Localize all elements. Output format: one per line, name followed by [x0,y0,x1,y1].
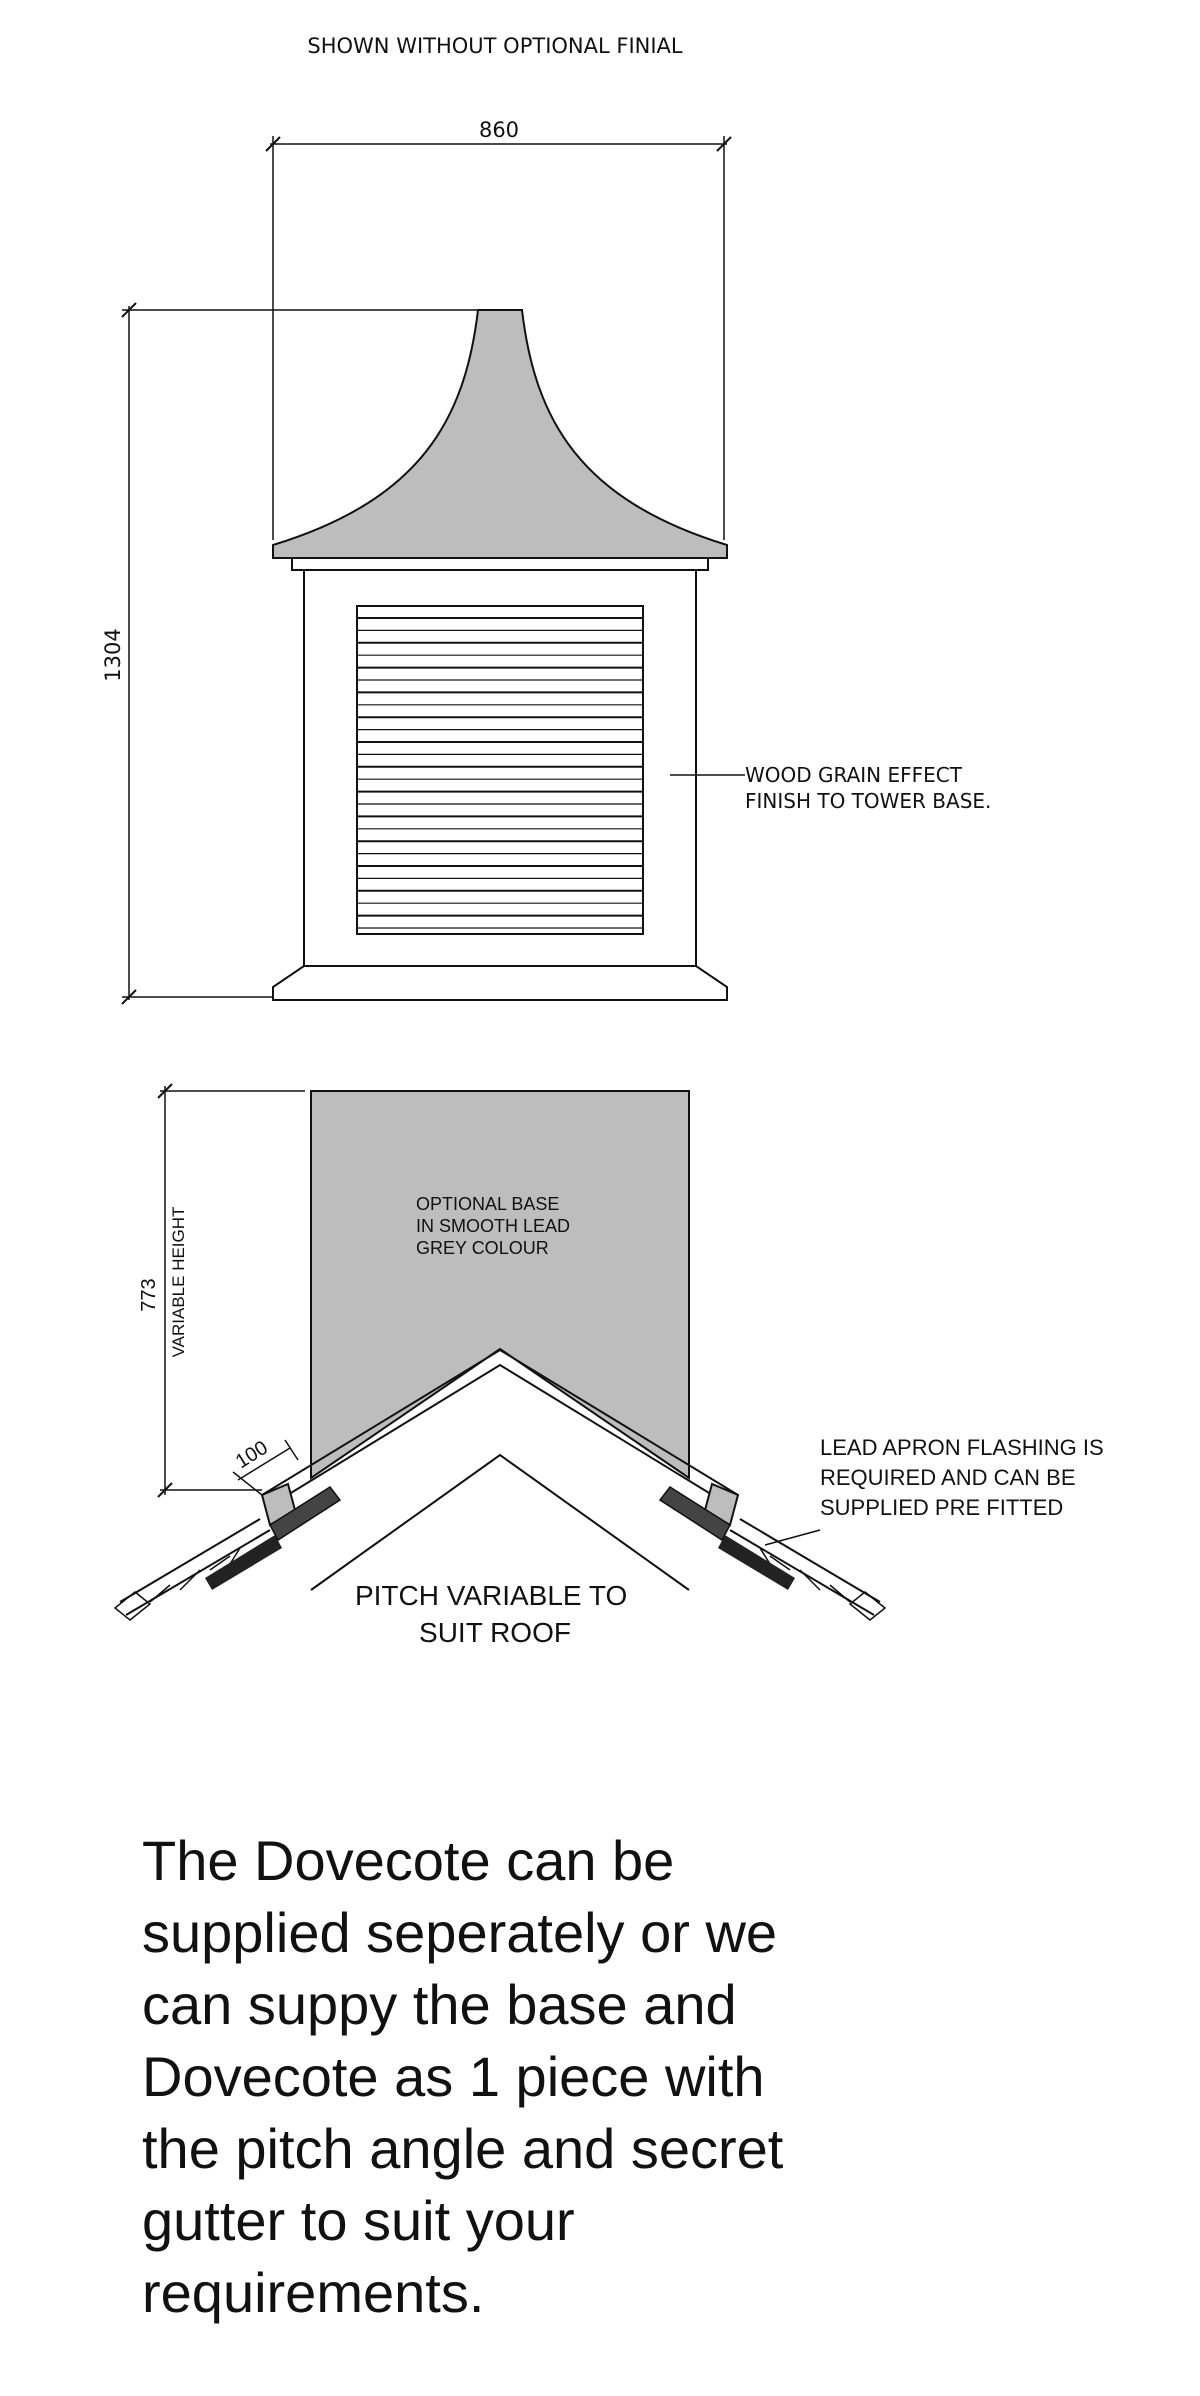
wood-grain-callout: WOOD GRAIN EFFECT FINISH TO TOWER BASE. [745,763,992,813]
description-line: the pitch angle and secret [142,2117,784,2180]
roof-tiles-left [115,1519,282,1620]
width-dimension-label: 860 [478,118,520,142]
description-line: can suppy the base and [142,1973,737,2036]
description-line: supplied seperately or we [142,1901,778,1964]
tower-plinth [273,966,727,1000]
lead-apron-callout: LEAD APRON FLASHING IS REQUIRED AND CAN BE SUPPLIED PRE FITTED [820,1435,1104,1520]
description-line: gutter to suit your [142,2189,575,2252]
height-dimension-label: 1304 [101,628,125,682]
variable-height-label: VARIABLE HEIGHT [169,1206,188,1358]
optional-lead-base [311,1091,689,1478]
upstand-label: 100 [231,1436,272,1474]
description-line: Dovecote as 1 piece with [142,2045,765,2108]
description-line: requirements. [142,2261,485,2324]
optional-base-callout: OPTIONAL BASE IN SMOOTH LEAD GREY COLOUR [416,1194,571,1258]
base-height-label: 773 [138,1278,160,1312]
pitch-callout: PITCH VARIABLE TO SUIT ROOF [354,1580,628,1648]
pitch-triangle [311,1455,689,1590]
roof-tiles-right [718,1519,885,1620]
description-line: The Dovecote can be [142,1829,675,1892]
roof-eaves-band [292,558,708,570]
lead-apron-leader [765,1530,820,1545]
dovecote-roof [273,310,727,558]
description-text [142,1825,1042,2329]
base-height-dimension [138,1084,305,1497]
header-note: SHOWN WITHOUT OPTIONAL FINIAL [307,34,683,58]
